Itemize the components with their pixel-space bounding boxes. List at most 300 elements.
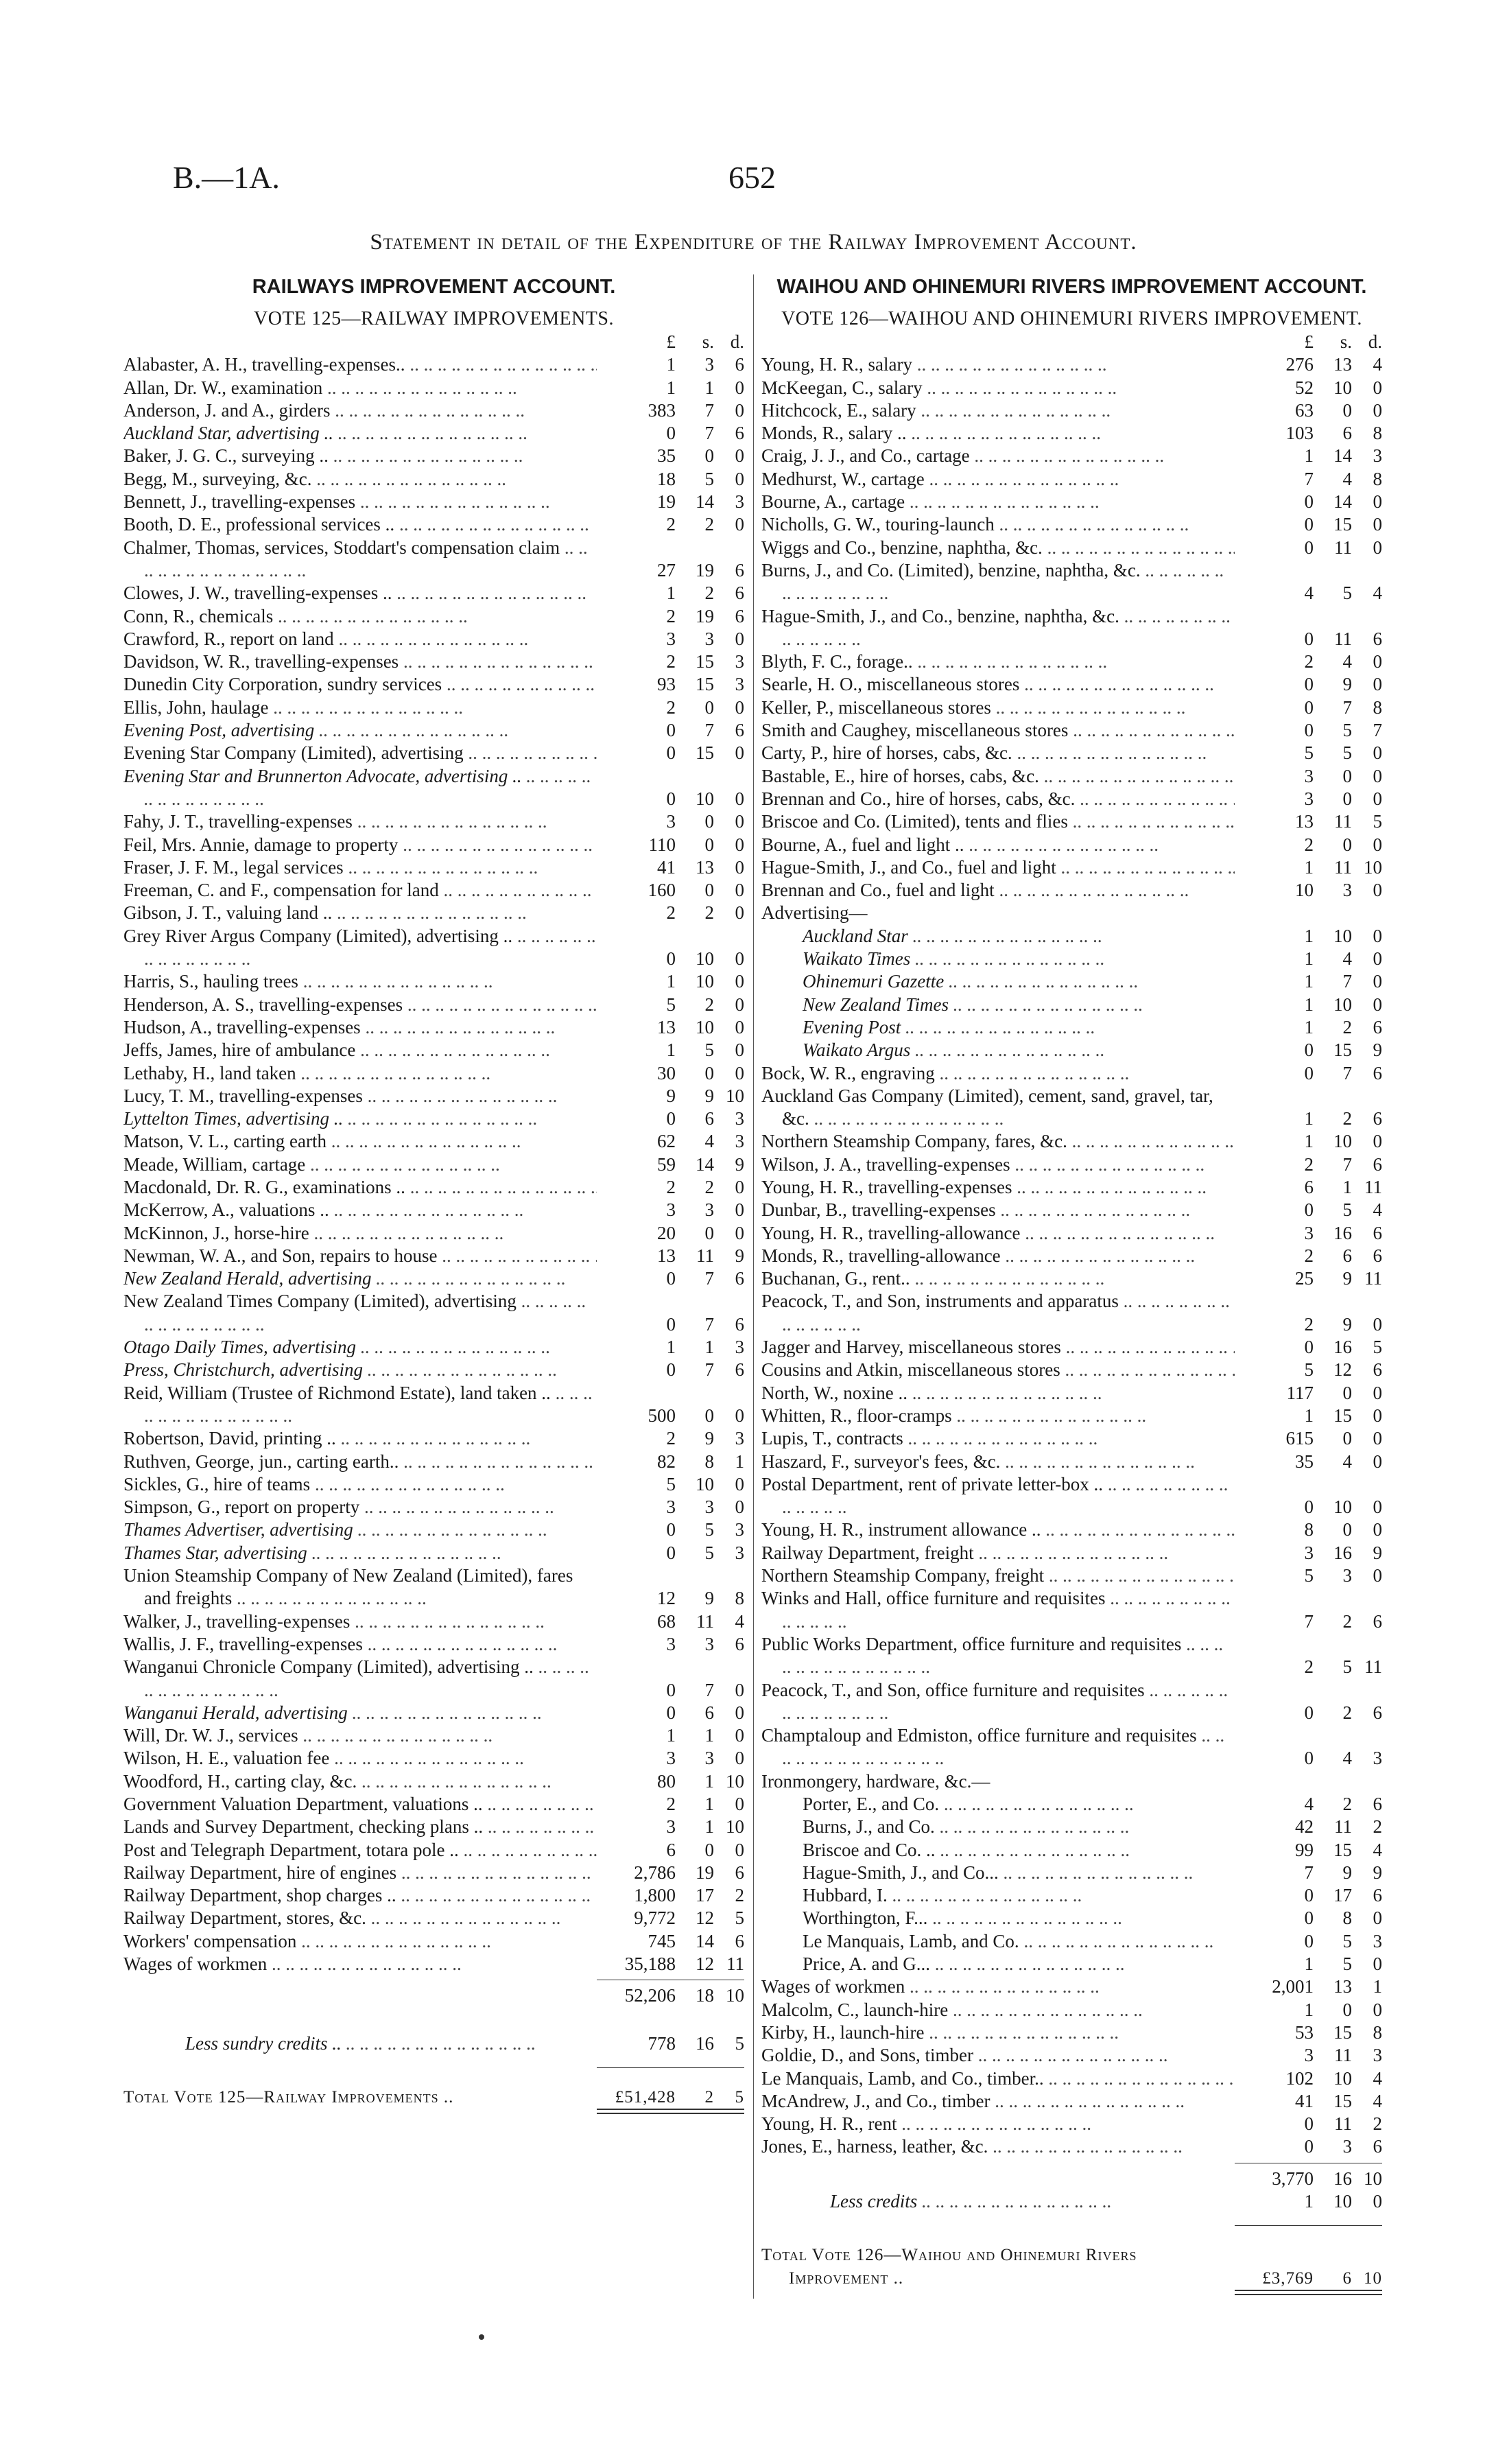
row-description: Hubbard, I. .. .. (761, 1884, 1235, 1907)
table-row (123, 742, 744, 764)
amount-shillings: 1 (704, 1770, 714, 1792)
amount-pounds: 5 (1304, 1565, 1314, 1586)
amount-pounds: 0 (1304, 1337, 1314, 1358)
amount-shillings: 5 (1342, 720, 1352, 741)
amount-pence: 0 (1373, 1908, 1382, 1929)
amount-shillings: 0 (704, 1405, 714, 1426)
amount-pounds: 2 (1304, 1656, 1314, 1678)
amount-pence: 0 (735, 377, 744, 398)
table-row (761, 1542, 1382, 1564)
table-row (123, 1267, 744, 1290)
row-description: Ruthven, George, jun., carting earth.. .. .. (123, 1451, 597, 1473)
amount-pence: 3 (1373, 445, 1382, 467)
row-description: Evening Post .. .. (761, 1016, 1235, 1039)
less-credits-row: Less sundry credits .. .. .. 778 16 5 (123, 2032, 744, 2055)
row-description: Burns, J., and Co. (Limited), benzine, naphtha, &c. .. .. (761, 559, 1235, 605)
amount-pence: 6 (1373, 1702, 1382, 1723)
row-description: Evening Star Company (Limited), advertising .. .. (123, 742, 597, 764)
table-row (123, 399, 744, 422)
amount-pounds: 27 (657, 559, 676, 580)
amount-shillings: 3 (704, 1633, 714, 1654)
row-description: Feil, Mrs. Annie, damage to property .. .. (123, 834, 597, 856)
table-row (761, 1930, 1382, 1953)
amount-shillings: 4 (1342, 1451, 1352, 1472)
row-description: Auckland Star .. .. (761, 925, 1235, 948)
amount-pence: 0 (735, 902, 744, 924)
amount-shillings: 0 (1342, 1519, 1352, 1540)
amount-pence: 6 (735, 1862, 744, 1883)
amount-pence: 4 (1373, 2067, 1382, 2089)
table-row (123, 1770, 744, 1793)
table-row (761, 1975, 1382, 1998)
table-row (761, 1405, 1382, 1427)
table-row (761, 1267, 1382, 1290)
amount-pounds: 3 (1304, 788, 1314, 809)
amount-shillings: 11 (1334, 811, 1352, 832)
row-description: Thames Advertiser, advertising .. .. (123, 1518, 597, 1541)
row-description: Robertson, David, printing .. .. .. (123, 1427, 597, 1450)
table-row (761, 673, 1382, 696)
row-description: McKeegan, C., salary .. .. (761, 377, 1235, 399)
table-row (761, 1130, 1382, 1153)
table-row (123, 468, 744, 491)
amount-pounds: 0 (1304, 1199, 1314, 1221)
amount-shillings: 15 (1333, 2021, 1352, 2043)
amount-shillings: 15 (1333, 514, 1352, 535)
amount-shillings: 10 (1333, 1131, 1352, 1152)
row-description: Wiggs and Co., benzine, naphtha, &c. .. .. (761, 537, 1235, 559)
amount-pounds: 2 (1304, 1245, 1314, 1266)
amount-pounds: 9 (666, 1085, 676, 1106)
pounds-header: £ (666, 331, 676, 352)
amount-pence: 0 (735, 811, 744, 832)
amount-shillings: 14 (1333, 491, 1352, 513)
amount-pounds: 4 (1304, 583, 1314, 604)
amount-pence: 8 (1373, 696, 1382, 718)
table-row (123, 1382, 744, 1428)
table-row (761, 1153, 1382, 1176)
row-description: Dunbar, B., travelling-expenses .. .. (761, 1199, 1235, 1221)
amount-pence: 0 (1373, 1451, 1382, 1472)
amount-pence: 0 (1373, 377, 1382, 398)
row-description: Railway Department, hire of engines .. .. (123, 1862, 597, 1884)
table-row (761, 810, 1382, 833)
table-row (761, 513, 1382, 536)
currency-header (123, 331, 744, 353)
amount-pounds: 1 (1304, 948, 1314, 970)
table-row (761, 1679, 1382, 1725)
amount-pence: 0 (1373, 834, 1382, 855)
amount-pounds: 0 (1304, 720, 1314, 741)
amount-pounds: 9,772 (634, 1908, 676, 1929)
row-description: Carty, P., hire of horses, cabs, &c. .. .. (761, 742, 1235, 764)
amount-pence: 0 (735, 399, 744, 421)
row-description: Malcolm, C., launch-hire .. .. (761, 1999, 1235, 2021)
row-description: Meade, William, cartage .. .. (123, 1153, 597, 1176)
amount-pence: 0 (735, 1040, 744, 1061)
table-row (123, 1564, 744, 1610)
amount-pounds: 2 (666, 605, 676, 626)
amount-pence: 8 (735, 1588, 744, 1609)
amount-shillings: 5 (1342, 1930, 1352, 1951)
page-ref: B.—1A. (173, 160, 280, 195)
amount-pence: 1 (735, 1451, 744, 1472)
amount-pounds: 19 (657, 491, 676, 513)
row-description: Jagger and Harvey, miscellaneous stores .. .. (761, 1336, 1235, 1359)
row-description: Wanganui Herald, advertising .. .. (123, 1702, 597, 1724)
amount-shillings: 11 (1334, 2045, 1352, 2066)
table-row (761, 1724, 1382, 1770)
amount-pence: 0 (735, 1405, 744, 1426)
amount-pounds: 25 (1295, 1268, 1314, 1289)
row-description: Henderson, A. S., travelling-expenses .. .. (123, 994, 597, 1016)
shillings-header: s. (702, 331, 714, 352)
amount-pence: 9 (1373, 1542, 1382, 1563)
column-divider (753, 274, 754, 2299)
amount-pence: 3 (1373, 1748, 1382, 1769)
table-row (761, 970, 1382, 993)
table-row (761, 719, 1382, 742)
table-row (761, 491, 1382, 513)
amount-pounds: 30 (657, 1062, 676, 1083)
amount-pounds: 117 (1286, 1382, 1314, 1403)
table-row (123, 1793, 744, 1816)
amount-pence: 0 (1373, 765, 1382, 786)
amount-shillings: 7 (704, 1679, 714, 1700)
amount-shillings: 12 (696, 1908, 714, 1929)
row-description: Union Steamship Company of New Zealand (Limited), fares and freights .. .. (123, 1564, 597, 1610)
table-row (123, 970, 744, 993)
amount-pounds: 20 (657, 1222, 676, 1243)
amount-shillings: 0 (704, 1839, 714, 1860)
row-description: Hudson, A., travelling-expenses .. .. (123, 1016, 597, 1039)
table-row (761, 2135, 1382, 2158)
amount-shillings: 3 (704, 628, 714, 649)
amount-pence: 0 (1373, 880, 1382, 901)
amount-shillings: 11 (696, 1245, 714, 1266)
amount-pounds: 1 (1304, 1405, 1314, 1426)
amount-pounds: 6 (666, 1839, 676, 1860)
row-description: Baker, J. G. C., surveying .. .. .. (123, 445, 597, 467)
row-description: Blyth, F. C., forage.. .. .. (761, 650, 1235, 673)
row-description: Fraser, J. F. M., legal services .. .. (123, 856, 597, 879)
row-description: Government Valuation Department, valuations .. .. .. (123, 1793, 597, 1816)
amount-pence: 0 (735, 468, 744, 489)
row-description: Matson, V. L., carting earth .. .. (123, 1130, 597, 1153)
row-description: Waikato Argus .. .. (761, 1039, 1235, 1061)
amount-pounds: 3 (666, 628, 676, 649)
amount-pounds: 2 (666, 1794, 676, 1814)
amount-shillings: 16 (1333, 1337, 1352, 1358)
row-description: Will, Dr. W. J., services .. .. (123, 1724, 597, 1747)
table-row (761, 399, 1382, 422)
table-row (123, 994, 744, 1016)
table-row (761, 1473, 1382, 1519)
table-row (123, 1199, 744, 1221)
amount-pence: 10 (726, 1770, 744, 1792)
amount-shillings: 19 (696, 559, 714, 580)
amount-pounds: 0 (666, 423, 676, 444)
table-row (761, 1907, 1382, 1929)
amount-pounds: 1 (1304, 994, 1314, 1015)
amount-pounds: 1 (666, 1040, 676, 1061)
table-row (761, 1085, 1382, 1131)
amount-pence: 0 (735, 1222, 744, 1243)
amount-pence: 11 (1364, 1656, 1382, 1678)
amount-shillings: 14 (1333, 445, 1352, 467)
amount-pence: 6 (1373, 2136, 1382, 2157)
amount-pounds: 59 (657, 1153, 676, 1175)
amount-pence: 7 (1373, 720, 1382, 741)
amount-shillings: 10 (1333, 2067, 1352, 2089)
amount-pence: 6 (735, 559, 744, 580)
row-description: Northern Steamship Company, fares, &c. .. .. (761, 1130, 1235, 1153)
amount-pounds: 2 (1304, 1153, 1314, 1175)
row-description: Goldie, D., and Sons, timber .. .. (761, 2044, 1235, 2067)
amount-shillings: 2 (1342, 1108, 1352, 1129)
amount-pence: 6 (735, 1359, 744, 1381)
amount-pounds: 0 (666, 1542, 676, 1563)
amount-shillings: 0 (704, 834, 714, 855)
amount-shillings: 11 (1334, 2113, 1352, 2135)
amount-pounds: 103 (1285, 423, 1314, 444)
amount-pounds: 615 (1285, 1428, 1314, 1449)
table-row (123, 1336, 744, 1359)
amount-pounds: 0 (1304, 1748, 1314, 1769)
table-row (123, 628, 744, 650)
amount-shillings: 0 (1342, 788, 1352, 809)
amount-pounds: 0 (666, 1519, 676, 1540)
amount-shillings: 14 (696, 1153, 714, 1175)
row-description: Lands and Survey Department, checking plans .. .. .. (123, 1816, 597, 1838)
amount-pence: 4 (1373, 2090, 1382, 2111)
amount-pence: 6 (735, 1633, 744, 1654)
amount-shillings: 15 (696, 742, 714, 764)
amount-pence: 0 (735, 1199, 744, 1221)
row-description: Begg, M., surveying, &c. .. .. (123, 468, 597, 491)
amount-pounds: 1 (1304, 856, 1314, 878)
amount-pence: 3 (735, 491, 744, 513)
table-row (761, 2021, 1382, 2044)
amount-pounds: 1 (1304, 445, 1314, 467)
amount-pounds: 5 (666, 994, 676, 1015)
row-description: Jeffs, James, hire of ambulance .. .. (123, 1039, 597, 1061)
table-row (761, 2090, 1382, 2113)
table-row (123, 513, 744, 536)
amount-pence: 0 (1373, 788, 1382, 809)
amount-pounds: 18 (657, 468, 676, 489)
amount-shillings: 7 (1342, 696, 1352, 718)
amount-pence: 6 (1373, 628, 1382, 649)
expenditure-list-3 (761, 1975, 1382, 2158)
amount-shillings: 5 (1342, 742, 1352, 764)
amount-pence: 0 (1373, 491, 1382, 513)
amount-pence: 9 (1373, 1862, 1382, 1883)
ironmongery-list (761, 1793, 1382, 1975)
table-row (123, 605, 744, 628)
row-description: Keller, P., miscellaneous stores .. .. (761, 696, 1235, 719)
table-row (761, 1382, 1382, 1405)
amount-pounds: 2 (666, 696, 676, 718)
amount-pence: 11 (1364, 1268, 1382, 1289)
row-description: Conn, R., chemicals .. .. (123, 605, 597, 628)
row-description: Press, Christchurch, advertising .. .. (123, 1359, 597, 1381)
amount-pence: 10 (726, 1085, 744, 1106)
amount-shillings: 2 (704, 514, 714, 535)
amount-pence: 0 (1373, 537, 1382, 558)
row-description: Jones, E., harness, leather, &c. .. .. (761, 2135, 1235, 2158)
row-description: Young, H. R., salary .. .. (761, 353, 1235, 376)
amount-pounds: 1,800 (634, 1885, 676, 1906)
amount-shillings: 8 (704, 1451, 714, 1472)
table-row (123, 1518, 744, 1541)
table-row (761, 1587, 1382, 1633)
table-row (123, 1816, 744, 1838)
amount-pounds: 5 (666, 1473, 676, 1494)
amount-pence: 3 (735, 1428, 744, 1449)
amount-pounds: 1 (666, 583, 676, 604)
amount-pounds: 383 (648, 399, 676, 421)
amount-pence: 4 (1373, 1839, 1382, 1860)
table-row (123, 1359, 744, 1381)
amount-pence: 0 (735, 788, 744, 809)
amount-pence: 0 (1373, 971, 1382, 992)
row-description: Woodford, H., carting clay, &c. .. .. (123, 1770, 597, 1793)
table-row (123, 1953, 744, 1975)
amount-pence: 0 (735, 445, 744, 467)
amount-shillings: 7 (1342, 971, 1352, 992)
amount-pence: 0 (1373, 925, 1382, 946)
amount-shillings: 14 (696, 1930, 714, 1951)
amount-shillings: 5 (1342, 1199, 1352, 1221)
amount-shillings: 12 (696, 1953, 714, 1975)
table-row (761, 377, 1382, 399)
amount-shillings: 0 (1342, 399, 1352, 421)
row-description: Clowes, J. W., travelling-expenses .. .. .. (123, 582, 597, 605)
row-description: Thames Star, advertising .. .. (123, 1542, 597, 1564)
table-row (123, 377, 744, 399)
amount-pence: 0 (735, 696, 744, 718)
amount-pence: 4 (1373, 354, 1382, 375)
table-row (761, 1564, 1382, 1587)
table-row (761, 1062, 1382, 1085)
amount-pounds: 102 (1285, 2067, 1314, 2089)
amount-pence: 6 (1373, 1245, 1382, 1266)
amount-shillings: 15 (1333, 1839, 1352, 1860)
amount-pounds: 13 (657, 1245, 676, 1266)
row-description: Young, H. R., rent .. .. (761, 2113, 1235, 2135)
amount-pounds: 1 (666, 1725, 676, 1746)
amount-pounds: 0 (666, 1108, 676, 1129)
amount-pounds: 2 (666, 1428, 676, 1449)
amount-pounds: 93 (657, 674, 676, 695)
amount-pence: 0 (735, 514, 744, 535)
row-description: Railway Department, shop charges .. .. .. (123, 1884, 597, 1907)
amount-pence: 3 (1373, 2045, 1382, 2066)
row-description: Peacock, T., and Son, office furniture and requisites .. .. (761, 1679, 1235, 1725)
amount-pounds: 5 (1304, 742, 1314, 764)
amount-pounds: 13 (657, 1016, 676, 1037)
total-double-rule (597, 2109, 744, 2114)
row-description: Haszard, F., surveyor's fees, &c. .. .. (761, 1451, 1235, 1473)
table-row (123, 1039, 744, 1061)
amount-pounds: 99 (1295, 1839, 1314, 1860)
row-description: Postal Department, rent of private letter-box .. .. .. (761, 1473, 1235, 1519)
table-row (123, 1862, 744, 1884)
amount-pence: 6 (1373, 1610, 1382, 1632)
amount-pence: 2 (1373, 2113, 1382, 2135)
amount-pence: 6 (1373, 1108, 1382, 1129)
amount-shillings: 10 (696, 971, 714, 992)
amount-pence: 5 (1373, 811, 1382, 832)
amount-pence: 3 (735, 1131, 744, 1152)
amount-shillings: 7 (1342, 1153, 1352, 1175)
row-description: Hague-Smith, J., and Co., benzine, naphtha, &c. .. .. (761, 605, 1235, 651)
amount-pounds: 12 (657, 1588, 676, 1609)
amount-pounds: 0 (1304, 1908, 1314, 1929)
amount-pence: 0 (735, 880, 744, 901)
amount-shillings: 9 (1342, 1268, 1352, 1289)
amount-shillings: 2 (704, 1176, 714, 1197)
row-description: Wages of workmen .. .. (761, 1975, 1235, 1998)
row-description: Bourne, A., fuel and light .. .. .. (761, 834, 1235, 856)
amount-shillings: 0 (704, 880, 714, 901)
amount-pence: 0 (1373, 994, 1382, 1015)
row-description: Kirby, H., launch-hire .. .. (761, 2021, 1235, 2044)
table-row (761, 2067, 1382, 2090)
amount-pence: 0 (735, 856, 744, 878)
row-description: Public Works Department, office furniture and requisites .. .. (761, 1633, 1235, 1679)
amount-pence: 3 (735, 651, 744, 672)
amount-pounds: 0 (666, 1702, 676, 1723)
amount-pence: 0 (1373, 948, 1382, 970)
amount-pounds: 0 (1304, 2113, 1314, 2135)
amount-shillings: 13 (1333, 354, 1352, 375)
row-description: Buchanan, G., rent.. .. .. (761, 1267, 1235, 1290)
amount-pence: 0 (1373, 1131, 1382, 1152)
amount-shillings: 0 (1342, 1428, 1352, 1449)
amount-pounds: 4 (1304, 1794, 1314, 1814)
amount-pence: 6 (1373, 1885, 1382, 1906)
amount-shillings: 2 (1342, 1610, 1352, 1632)
table-row (123, 582, 744, 605)
table-row (123, 1245, 744, 1267)
amount-shillings: 10 (696, 948, 714, 970)
row-description: Workers' compensation .. .. (123, 1930, 597, 1953)
row-description: Ellis, John, haulage .. .. (123, 696, 597, 719)
amount-shillings: 2 (1342, 1794, 1352, 1814)
row-description: Monds, R., salary .. .. .. (761, 422, 1235, 445)
table-row (123, 1542, 744, 1564)
amount-pounds: 745 (648, 1930, 676, 1951)
amount-pence: 0 (1373, 1999, 1382, 2020)
row-description: Hitchcock, E., salary .. .. (761, 399, 1235, 422)
table-row (761, 650, 1382, 673)
amount-pounds: 0 (1304, 1885, 1314, 1906)
amount-pence: 6 (1373, 1153, 1382, 1175)
amount-shillings: 4 (1342, 948, 1352, 970)
table-row (123, 650, 744, 673)
row-description: Wallis, J. F., travelling-expenses .. .. (123, 1633, 597, 1656)
amount-shillings: 9 (1342, 674, 1352, 695)
row-description: Freeman, C. and F., compensation for land .. .. (123, 879, 597, 902)
row-description: Macdonald, Dr. R. G., examinations .. .. .. (123, 1176, 597, 1199)
page-title: Statement in detail of the Expenditure of the Railway Improvement Account. (370, 230, 1137, 255)
amount-pence: 4 (735, 1610, 744, 1632)
amount-pence: 0 (735, 834, 744, 855)
amount-pence: 6 (735, 720, 744, 741)
table-row (761, 1222, 1382, 1245)
